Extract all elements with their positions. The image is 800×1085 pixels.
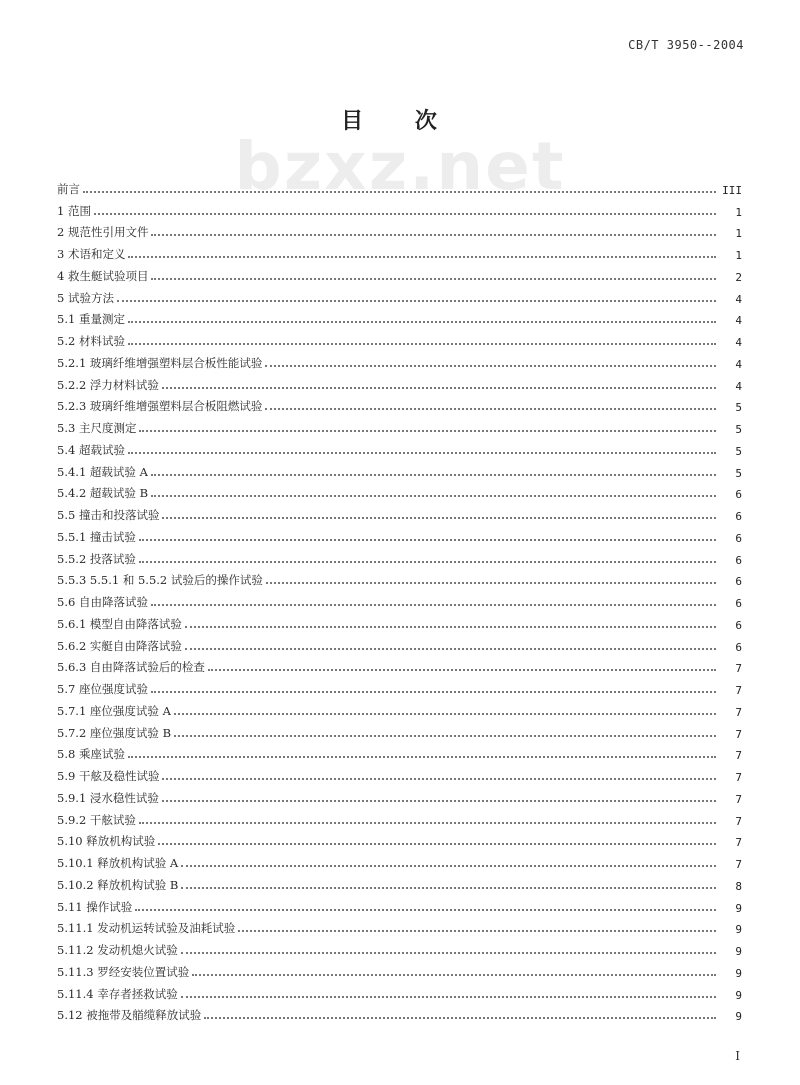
toc-leader-dots (204, 1017, 716, 1019)
toc-leader-dots (181, 887, 716, 889)
toc-entry-label: 5.2.1 玻璃纤维增强塑料层合板性能试验 (57, 355, 263, 370)
toc-leader-dots (151, 234, 716, 236)
toc-entry[interactable] (57, 327, 742, 349)
watermark: bzxz.net (234, 128, 566, 205)
toc-entry[interactable] (57, 654, 742, 676)
toc-entry-label: 5.2 材料试验 (57, 334, 125, 348)
toc-entry-label: 5.5.2 投落试验 (57, 551, 136, 566)
toc-leader-dots (151, 495, 716, 497)
toc-entry-label: 5.7.2 座位强度试验 B (57, 725, 172, 740)
toc-entry[interactable] (57, 393, 742, 415)
toc-entry[interactable] (57, 1002, 742, 1024)
toc-entry[interactable] (57, 545, 742, 567)
toc-entry-page: 7 (735, 814, 742, 828)
toc-leader-dots (162, 778, 716, 780)
toc-entry-page: 1 (735, 227, 742, 241)
toc-leader-dots (128, 756, 716, 758)
toc-entry-label: 5.5.1 撞击试验 (57, 529, 136, 544)
toc-entry-page: 8 (735, 879, 742, 893)
toc-entry-label: 5.11.2 发动机熄火试验 (57, 943, 178, 957)
toc-leader-dots (185, 648, 716, 650)
toc-entry-label: 1 范围 (57, 203, 91, 218)
toc-leader-dots (185, 626, 716, 628)
toc-entry-page: 6 (735, 597, 742, 610)
toc-entry-label: 5.4.2 超载试验 B (57, 486, 149, 501)
toc-leader-dots (158, 843, 716, 845)
toc-leader-dots (128, 452, 716, 454)
toc-leader-dots (208, 669, 716, 671)
toc-entry-label: 5.11.4 幸存者拯救试验 (57, 986, 178, 1001)
toc-entry-label: 5.7 座位强度试验 (57, 682, 148, 696)
toc-entry-page: 7 (735, 792, 742, 806)
toc-entry-page: 1 (735, 205, 742, 219)
toc-entry-label: 5.5.3 5.5.1 和 5.5.2 试验后的操作试验 (57, 573, 263, 588)
toc-entry[interactable] (57, 523, 742, 545)
toc-entry[interactable] (57, 632, 742, 654)
toc-leader-dots (139, 822, 716, 824)
toc-leader-dots (117, 300, 716, 302)
toc-entry-label: 5.10.2 释放机构试验 B (57, 877, 179, 892)
standard-code: CB/T 3950--2004 (628, 38, 744, 52)
toc-entry-page: 7 (735, 727, 742, 741)
toc-leader-dots (151, 604, 716, 606)
toc-leader-dots (128, 321, 716, 323)
toc-entry-page: 6 (735, 618, 742, 632)
toc-entry-label: 5.9 干舷及稳性试验 (57, 769, 160, 783)
toc-entry-label: 5.12 被拖带及艏缆释放试验 (57, 1008, 202, 1023)
toc-entry[interactable] (57, 828, 742, 850)
toc-entry-label: 5.5 撞击和投落试验 (57, 508, 160, 522)
toc-leader-dots (162, 517, 716, 519)
toc-leader-dots (135, 909, 716, 911)
page-number: I (735, 1049, 740, 1063)
toc-leader-dots (94, 213, 716, 215)
toc-entry[interactable] (57, 262, 742, 284)
toc-leader-dots (181, 952, 716, 954)
toc-entry-label: 4 救生艇试验项目 (57, 268, 149, 283)
toc-entry-page: 6 (735, 553, 742, 567)
toc-entry-page: 6 (735, 488, 742, 502)
toc-entry[interactable] (57, 936, 742, 958)
toc-entry-page: 9 (735, 988, 742, 1002)
toc-entry-label: 3 术语和定义 (57, 247, 126, 261)
toc-entry-page: 7 (735, 771, 742, 784)
toc-entry-label: 5.9.1 浸水稳性试验 (57, 790, 159, 805)
toc-entry[interactable] (57, 980, 742, 1002)
toc-entry-page: 7 (735, 684, 742, 697)
toc-leader-dots (151, 474, 716, 476)
table-of-contents (57, 175, 742, 1023)
toc-entry[interactable] (57, 893, 742, 915)
toc-entry[interactable] (57, 588, 742, 610)
toc-leader-dots (151, 278, 716, 280)
toc-entry-label: 5.10 释放机构试验 (57, 834, 156, 849)
toc-entry-page: 9 (735, 966, 742, 980)
toc-leader-dots (139, 539, 716, 541)
toc-entry[interactable] (57, 371, 742, 393)
toc-entry-page: 4 (735, 336, 742, 349)
toc-leader-dots (174, 735, 716, 737)
toc-entry[interactable] (57, 197, 742, 219)
toc-entry-page: 7 (735, 836, 742, 850)
toc-entry-page: 5 (735, 401, 742, 415)
toc-entry[interactable] (57, 741, 742, 763)
toc-entry-page: 6 (735, 531, 742, 545)
toc-leader-dots (181, 865, 716, 867)
toc-entry[interactable] (57, 567, 742, 589)
toc-leader-dots (181, 996, 716, 998)
toc-entry-page: 7 (735, 662, 742, 676)
toc-leader-dots (265, 365, 716, 367)
toc-entry[interactable] (57, 784, 742, 806)
toc-entry-label: 5.2.3 玻璃纤维增强塑料层合板阻燃试验 (57, 399, 263, 414)
toc-entry[interactable] (57, 915, 742, 937)
toc-entry-label: 5.6.1 模型自由降落试验 (57, 616, 182, 631)
toc-leader-dots (139, 430, 716, 432)
toc-entry-label: 5.6 自由降落试验 (57, 595, 148, 609)
toc-entry[interactable] (57, 349, 742, 371)
toc-entry-label: 5.2.2 浮力材料试验 (57, 377, 159, 392)
toc-leader-dots (83, 191, 716, 193)
toc-entry[interactable] (57, 240, 742, 262)
toc-leader-dots (192, 974, 716, 976)
toc-entry-page: 4 (735, 379, 742, 393)
toc-entry-page: 1 (735, 249, 742, 262)
toc-entry-label: 5.11.1 发动机运转试验及油耗试验 (57, 921, 236, 936)
toc-entry-label: 5.4 超载试验 (57, 442, 125, 457)
toc-entry-page: 5 (735, 444, 742, 458)
toc-entry-page: III (722, 183, 742, 197)
toc-entry-page: 6 (735, 575, 742, 589)
toc-entry-label: 5.6.2 实艇自由降落试验 (57, 638, 182, 653)
toc-entry-label: 5 试验方法 (57, 290, 114, 305)
toc-entry-label: 5.11.3 罗经安装位置试验 (57, 964, 190, 979)
toc-leader-dots (265, 408, 716, 410)
toc-leader-dots (128, 256, 716, 258)
toc-entry-label: 5.10.1 释放机构试验 A (57, 856, 179, 870)
toc-entry[interactable] (57, 436, 742, 458)
toc-entry-label: 5.1 重量测定 (57, 312, 125, 327)
toc-entry[interactable] (57, 849, 742, 871)
toc-entry-label: 5.6.3 自由降落试验后的检查 (57, 660, 205, 675)
toc-entry[interactable] (57, 719, 742, 741)
toc-entry-page: 2 (735, 270, 742, 284)
toc-entry-page: 4 (735, 314, 742, 328)
toc-leader-dots (266, 582, 716, 584)
page-title: 目 次 (341, 108, 459, 134)
toc-entry-page: 9 (735, 1010, 742, 1024)
toc-entry-page: 4 (735, 292, 742, 306)
toc-entry-label: 5.4.1 超载试验 A (57, 464, 148, 479)
toc-entry-label: 5.7.1 座位强度试验 A (57, 703, 171, 718)
toc-entry[interactable] (57, 697, 742, 719)
toc-entry[interactable] (57, 762, 742, 784)
toc-entry-label: 2 规范性引用文件 (57, 225, 149, 240)
toc-entry[interactable] (57, 871, 742, 893)
toc-entry[interactable] (57, 675, 742, 697)
toc-entry-label: 前言 (57, 181, 80, 196)
toc-leader-dots (128, 343, 716, 345)
toc-leader-dots (162, 387, 716, 389)
toc-entry[interactable] (57, 610, 742, 632)
toc-entry-page: 9 (735, 945, 742, 958)
toc-leader-dots (162, 800, 716, 802)
toc-entry[interactable] (57, 414, 742, 436)
toc-leader-dots (238, 930, 716, 932)
toc-entry-page: 7 (735, 705, 742, 719)
toc-leader-dots (139, 561, 716, 563)
toc-entry[interactable] (57, 480, 742, 502)
toc-entry-page: 7 (735, 858, 742, 871)
toc-entry-label: 5.11 操作试验 (57, 899, 133, 914)
toc-entry[interactable] (57, 806, 742, 828)
toc-entry-page: 6 (735, 640, 742, 654)
toc-entry-page: 5 (735, 423, 742, 436)
toc-entry-label: 5.8 乘座试验 (57, 747, 125, 762)
toc-entry-label: 5.9.2 干舷试验 (57, 812, 136, 827)
toc-entry[interactable] (57, 284, 742, 306)
toc-entry[interactable] (57, 219, 742, 241)
toc-leader-dots (151, 691, 716, 693)
toc-entry[interactable] (57, 175, 742, 197)
toc-entry[interactable] (57, 958, 742, 980)
toc-entry-page: 6 (735, 510, 742, 523)
toc-entry[interactable] (57, 501, 742, 523)
toc-entry[interactable] (57, 458, 742, 480)
toc-entry-page: 4 (735, 357, 742, 371)
toc-entry-page: 9 (735, 901, 742, 915)
toc-entry-label: 5.3 主尺度测定 (57, 421, 137, 435)
toc-entry-page: 5 (735, 466, 742, 480)
toc-leader-dots (174, 713, 716, 715)
toc-entry-page: 7 (735, 749, 742, 763)
toc-entry[interactable] (57, 306, 742, 328)
toc-entry-page: 9 (735, 923, 742, 937)
